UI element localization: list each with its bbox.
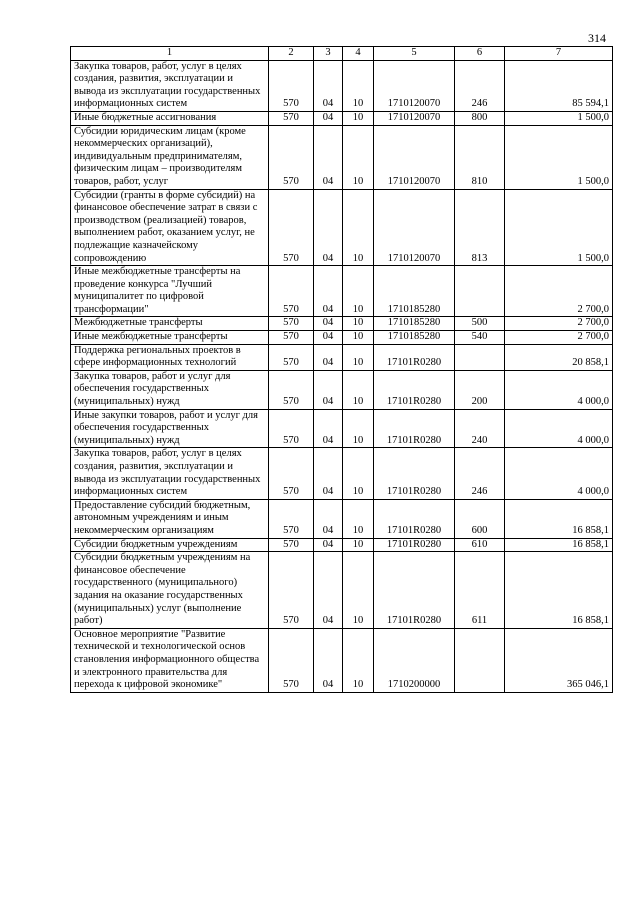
grbs-code-cell: 570 (269, 628, 314, 692)
target-article-cell: 17101R0280 (374, 499, 455, 538)
section-code-cell: 04 (314, 344, 343, 370)
expense-type-cell (455, 628, 505, 692)
section-code-cell: 04 (314, 499, 343, 538)
target-article-cell: 17101R0280 (374, 344, 455, 370)
expense-type-cell: 246 (455, 448, 505, 499)
section-code-cell: 04 (314, 628, 343, 692)
amount-cell: 16 858,1 (505, 538, 613, 552)
section-code-cell: 04 (314, 409, 343, 448)
table-row (71, 344, 613, 370)
expense-type-cell (455, 266, 505, 317)
table-row (71, 60, 613, 111)
section-code-cell: 04 (314, 60, 343, 111)
section-code-cell: 04 (314, 317, 343, 331)
amount-cell: 1 500,0 (505, 111, 613, 125)
header-row (71, 47, 613, 61)
amount-cell: 2 700,0 (505, 331, 613, 345)
row-name-cell: Иные межбюджетные трансферты на проведение конкурса "Лучший муниципалитет по цифровой трансформации" (71, 266, 269, 317)
amount-cell: 4 000,0 (505, 448, 613, 499)
subsection-code-cell: 10 (343, 60, 374, 111)
row-name-cell: Субсидии бюджетным учреждениям на финансовое обеспечение государственного (муниципального) задания на оказание государственных (муниципальных) услуг (выполнение работ) (71, 552, 269, 629)
target-article-cell: 17101R0280 (374, 552, 455, 629)
target-article-cell: 1710185280 (374, 331, 455, 345)
subsection-code-cell: 10 (343, 125, 374, 189)
expense-type-cell: 540 (455, 331, 505, 345)
grbs-code-cell: 570 (269, 189, 314, 266)
row-name-cell: Субсидии (гранты в форме субсидий) на финансовое обеспечение затрат в связи с производством (реализацией) товаров, выполнением работ, оказанием услуг, не подлежащие казначейскому сопровождению (71, 189, 269, 266)
row-name-cell: Межбюджетные трансферты (71, 317, 269, 331)
expense-type-cell (455, 344, 505, 370)
amount-cell: 1 500,0 (505, 125, 613, 189)
target-article-cell: 1710120070 (374, 125, 455, 189)
grbs-code-cell: 570 (269, 370, 314, 409)
subsection-code-cell: 10 (343, 317, 374, 331)
grbs-code-cell: 570 (269, 111, 314, 125)
row-name-cell: Закупка товаров, работ и услуг для обеспечения государственных (муниципальных) нужд (71, 370, 269, 409)
table-row (71, 189, 613, 266)
expense-type-cell: 610 (455, 538, 505, 552)
subsection-code-cell: 10 (343, 409, 374, 448)
subsection-code-cell: 10 (343, 344, 374, 370)
expense-type-cell: 611 (455, 552, 505, 629)
table-row (71, 125, 613, 189)
section-code-cell: 04 (314, 448, 343, 499)
row-name-cell: Субсидии юридическим лицам (кроме некоммерческих организаций), индивидуальным предпринимателям, физическим лицам – производителям товаров, работ, услуг (71, 125, 269, 189)
row-name-cell: Закупка товаров, работ, услуг в целях создания, развития, эксплуатации и вывода из эксплуатации государственных информационных систем (71, 60, 269, 111)
amount-cell: 16 858,1 (505, 552, 613, 629)
row-name-cell: Иные закупки товаров, работ и услуг для обеспечения государственных (муниципальных) нужд (71, 409, 269, 448)
amount-cell: 16 858,1 (505, 499, 613, 538)
budget-table (70, 46, 613, 693)
grbs-code-cell: 570 (269, 344, 314, 370)
grbs-code-cell: 570 (269, 409, 314, 448)
expense-type-cell: 246 (455, 60, 505, 111)
target-article-cell: 1710120070 (374, 111, 455, 125)
table-row (71, 552, 613, 629)
section-code-cell: 04 (314, 331, 343, 345)
amount-cell: 4 000,0 (505, 409, 613, 448)
target-article-cell: 1710200000 (374, 628, 455, 692)
subsection-code-cell: 10 (343, 499, 374, 538)
subsection-code-cell: 10 (343, 266, 374, 317)
table-row (71, 111, 613, 125)
page-number: 314 (588, 31, 606, 45)
target-article-cell: 17101R0280 (374, 448, 455, 499)
table-body (71, 47, 613, 693)
row-name-cell: Закупка товаров, работ, услуг в целях создания, развития, эксплуатации и вывода из эксплуатации государственных информационных систем (71, 448, 269, 499)
subsection-code-cell: 10 (343, 448, 374, 499)
amount-cell: 20 858,1 (505, 344, 613, 370)
table-row (71, 331, 613, 345)
table-row (71, 409, 613, 448)
grbs-code-cell: 570 (269, 552, 314, 629)
expense-type-cell: 810 (455, 125, 505, 189)
subsection-code-cell: 10 (343, 111, 374, 125)
grbs-code-cell: 570 (269, 331, 314, 345)
amount-cell: 2 700,0 (505, 317, 613, 331)
expense-type-cell: 240 (455, 409, 505, 448)
header-cell: 4 (343, 47, 374, 61)
table-row (71, 266, 613, 317)
target-article-cell: 17101R0280 (374, 538, 455, 552)
subsection-code-cell: 10 (343, 189, 374, 266)
subsection-code-cell: 10 (343, 552, 374, 629)
grbs-code-cell: 570 (269, 266, 314, 317)
grbs-code-cell: 570 (269, 125, 314, 189)
expense-type-cell: 600 (455, 499, 505, 538)
header-cell: 3 (314, 47, 343, 61)
section-code-cell: 04 (314, 125, 343, 189)
target-article-cell: 1710120070 (374, 189, 455, 266)
grbs-code-cell: 570 (269, 317, 314, 331)
subsection-code-cell: 10 (343, 370, 374, 409)
table-row (71, 538, 613, 552)
target-article-cell: 17101R0280 (374, 370, 455, 409)
header-cell: 6 (455, 47, 505, 61)
amount-cell: 365 046,1 (505, 628, 613, 692)
row-name-cell: Субсидии бюджетным учреждениям (71, 538, 269, 552)
section-code-cell: 04 (314, 538, 343, 552)
section-code-cell: 04 (314, 370, 343, 409)
target-article-cell: 1710120070 (374, 60, 455, 111)
subsection-code-cell: 10 (343, 538, 374, 552)
subsection-code-cell: 10 (343, 628, 374, 692)
amount-cell: 1 500,0 (505, 189, 613, 266)
amount-cell: 85 594,1 (505, 60, 613, 111)
grbs-code-cell: 570 (269, 60, 314, 111)
expense-type-cell: 200 (455, 370, 505, 409)
grbs-code-cell: 570 (269, 499, 314, 538)
target-article-cell: 1710185280 (374, 317, 455, 331)
subsection-code-cell: 10 (343, 331, 374, 345)
header-cell: 2 (269, 47, 314, 61)
target-article-cell: 17101R0280 (374, 409, 455, 448)
row-name-cell: Предоставление субсидий бюджетным, автономным учреждениям и иным некоммерческим организациям (71, 499, 269, 538)
section-code-cell: 04 (314, 552, 343, 629)
amount-cell: 2 700,0 (505, 266, 613, 317)
row-name-cell: Поддержка региональных проектов в сфере информационных технологий (71, 344, 269, 370)
grbs-code-cell: 570 (269, 448, 314, 499)
row-name-cell: Иные межбюджетные трансферты (71, 331, 269, 345)
section-code-cell: 04 (314, 189, 343, 266)
table-row (71, 370, 613, 409)
expense-type-cell: 813 (455, 189, 505, 266)
section-code-cell: 04 (314, 266, 343, 317)
expense-type-cell: 500 (455, 317, 505, 331)
table-row (71, 499, 613, 538)
grbs-code-cell: 570 (269, 538, 314, 552)
table-row (71, 628, 613, 692)
header-cell: 1 (71, 47, 269, 61)
amount-cell: 4 000,0 (505, 370, 613, 409)
table-row (71, 448, 613, 499)
expense-type-cell: 800 (455, 111, 505, 125)
header-cell: 7 (505, 47, 613, 61)
table-row (71, 317, 613, 331)
section-code-cell: 04 (314, 111, 343, 125)
target-article-cell: 1710185280 (374, 266, 455, 317)
row-name-cell: Иные бюджетные ассигнования (71, 111, 269, 125)
row-name-cell: Основное мероприятие "Развитие технической и технологической основ становления информационного общества и электронного правительства для перехода к цифровой экономике" (71, 628, 269, 692)
header-cell: 5 (374, 47, 455, 61)
